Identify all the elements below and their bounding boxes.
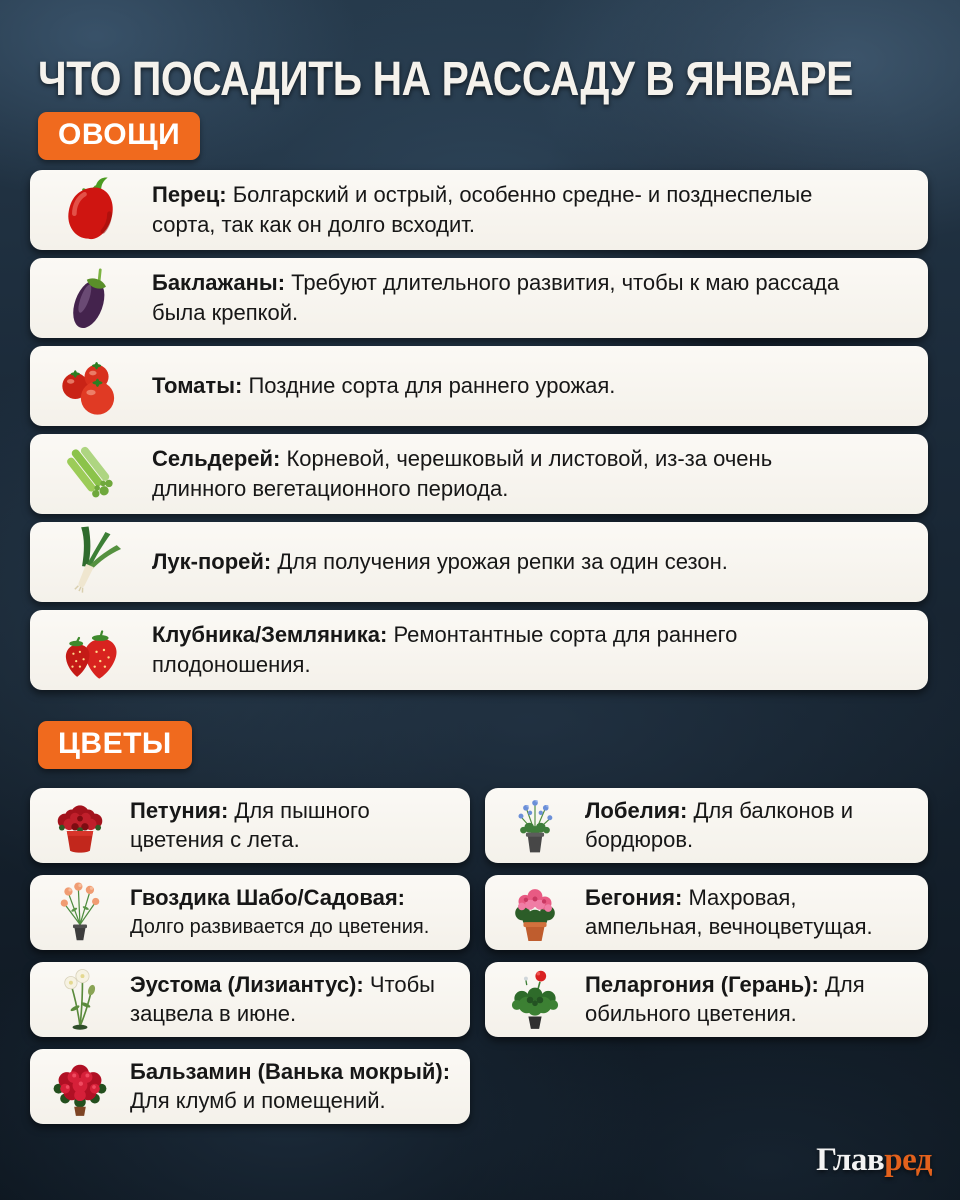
plant-desc: Долго развивается до цветения. (130, 916, 430, 939)
card-text (152, 180, 872, 240)
card-pepper (30, 170, 928, 250)
celery-icon (30, 437, 152, 511)
begonia-pot-icon (485, 880, 585, 946)
plant-name: Лобелия: (585, 798, 688, 824)
card-text (130, 797, 470, 853)
plant-name: Лук-порей: (152, 549, 272, 575)
section-badge-flowers: ЦВЕТЫ (38, 721, 192, 769)
card-celery (30, 434, 928, 514)
vegetables-list (30, 170, 928, 690)
plant-desc: Для клумб и помещений. (130, 1087, 386, 1113)
lobelia-pot-icon (485, 793, 585, 859)
plant-name: Бегония: (585, 885, 683, 911)
card-strawberry (30, 610, 928, 690)
card-leek (30, 522, 928, 602)
card-carnation (30, 875, 470, 950)
tomatoes-icon (30, 349, 152, 423)
card-text (152, 268, 872, 328)
card-text (130, 1058, 470, 1114)
plant-desc: Требуют длительного развития, чтобы к маю рассада была крепкой. (152, 270, 840, 325)
plant-name: Перец: (152, 182, 227, 208)
flowers-grid (30, 788, 928, 1124)
carnation-pot-icon (30, 880, 130, 946)
plant-desc: Махровая, ампельная, вечноцветущая. (585, 885, 873, 939)
plant-name: Бальзамин (Ванька мокрый): (130, 1059, 451, 1085)
plant-name: Гвоздика Шабо/Садовая: (130, 885, 405, 911)
brand-part-orange: ред (884, 1142, 932, 1178)
card-text (130, 884, 470, 941)
plant-name: Эустома (Лизиантус): (130, 972, 364, 998)
card-text (130, 971, 470, 1027)
card-text (152, 444, 872, 504)
card-text (152, 620, 872, 680)
plant-name: Баклажаны: (152, 270, 286, 296)
plant-desc: Поздние сорта для раннего урожая. (248, 373, 616, 399)
plant-desc: Для обильного цветения. (585, 972, 865, 1026)
plant-desc: Для пышного цветения с лета. (130, 798, 370, 852)
eggplant-icon (30, 261, 152, 335)
card-text (585, 884, 928, 940)
card-balsam (30, 1049, 470, 1124)
plant-name: Пеларгония (Герань): (585, 972, 819, 998)
card-lobelia (485, 788, 928, 863)
card-text (585, 797, 928, 853)
section-badge-vegetables: ОВОЩИ (38, 112, 200, 160)
plant-desc: Для балконов и бордюров. (585, 798, 854, 852)
card-eustoma (30, 962, 470, 1037)
brand-logo (816, 1142, 932, 1179)
petunia-pot-icon (30, 793, 130, 859)
pepper-icon (30, 173, 152, 247)
card-pelargonium (485, 962, 928, 1037)
strawberries-icon (30, 613, 152, 687)
plant-desc: Для получения урожая репки за один сезон. (277, 549, 728, 575)
plant-name: Клубника/Земляника: (152, 622, 388, 648)
leek-icon (30, 525, 152, 599)
plant-desc: Корневой, черешковый и листовой, из-за очень длинного вегетационного периода. (152, 446, 773, 501)
card-begonia (485, 875, 928, 950)
plant-desc: Болгарский и острый, особенно средне- и позднеспелые сорта, так как он долго всходит. (152, 182, 813, 237)
card-text (152, 547, 748, 577)
plant-name: Сельдерей: (152, 446, 281, 472)
plant-name: Петуния: (130, 798, 229, 824)
card-text (585, 971, 928, 1027)
card-petunia (30, 788, 470, 863)
plant-desc: Чтобы зацвела в июне. (130, 972, 435, 1026)
card-eggplant (30, 258, 928, 338)
pelargonium-pot-icon (485, 967, 585, 1033)
page-title: ЧТО ПОСАДИТЬ НА РАССАДУ В ЯНВАРЕ (38, 53, 853, 107)
card-tomatoes (30, 346, 928, 426)
plant-desc: Ремонтантные сорта для раннего плодоношения. (152, 622, 738, 677)
card-text (152, 371, 635, 401)
balsam-pot-icon (30, 1054, 130, 1120)
eustoma-icon (30, 967, 130, 1033)
plant-name: Томаты: (152, 373, 243, 399)
brand-part-white: Глав (816, 1142, 885, 1178)
